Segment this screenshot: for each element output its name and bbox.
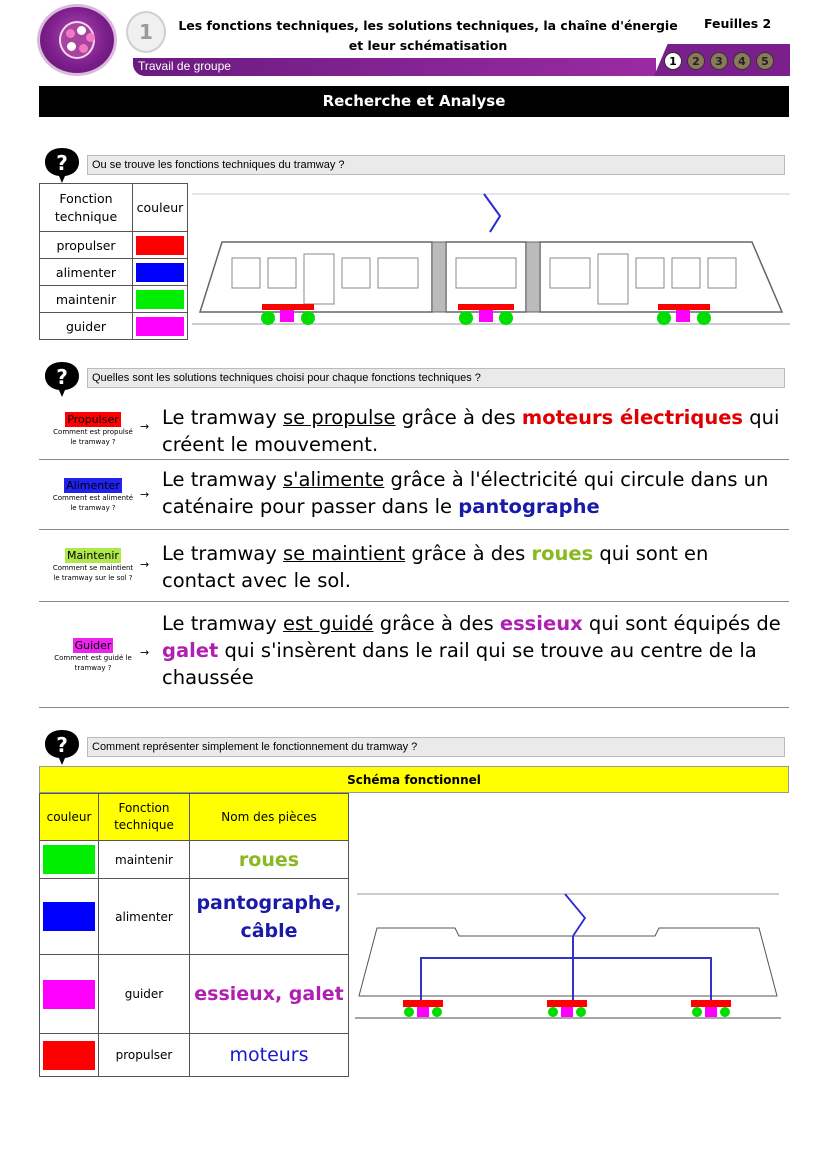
tag-hint: le tramway ? [70, 504, 116, 512]
table-row [40, 841, 349, 879]
function-name: propulser [99, 1034, 190, 1077]
question-icon [43, 146, 81, 184]
function-tag: Alimenter [66, 479, 120, 492]
question-icon [43, 360, 81, 398]
function-name: propulser [40, 232, 133, 259]
solution-text: Le tramway se maintient grâce à des roues qui sont en contact avec le sol. [162, 542, 709, 592]
color-swatch [136, 236, 184, 255]
color-swatch [136, 263, 184, 282]
arrow-icon: → [140, 488, 150, 501]
page-dot-2: 2 [687, 52, 705, 70]
function-tag: Maintenir [67, 549, 119, 562]
svg-text:?: ? [56, 733, 68, 757]
tag-hint: tramway ? [74, 664, 112, 672]
color-swatch [43, 845, 95, 874]
arrow-icon: → [140, 646, 150, 659]
page-dot-4: 4 [733, 52, 751, 70]
parts-table [39, 793, 349, 1077]
tag-hint: le tramway sur le sol ? [53, 574, 133, 582]
color-swatch [43, 902, 95, 931]
header-color: couleur [133, 184, 188, 232]
people-icon [59, 21, 95, 59]
group-logo [37, 4, 117, 76]
table-row [40, 232, 188, 259]
solution-guider [39, 602, 789, 708]
sheets-label: Feuilles 2 [704, 16, 772, 31]
arrow-icon: → [140, 420, 150, 433]
tramway-illustration [192, 186, 790, 336]
solution-maintenir [39, 530, 789, 602]
page-title [178, 16, 678, 56]
solution-propulser [39, 400, 789, 460]
function-name: guider [99, 955, 190, 1034]
function-name: alimenter [40, 259, 133, 286]
tag-hint: Comment se maintient [52, 564, 134, 572]
table-row [40, 879, 349, 955]
function-name: alimenter [99, 879, 190, 955]
tag-hint: Comment est guidé le [54, 654, 132, 662]
tag-hint: Comment est alimenté [52, 494, 134, 502]
table-row [40, 286, 188, 313]
part-names: pantographe, câble [190, 879, 349, 955]
function-name: maintenir [40, 286, 133, 313]
title-line-1: Les fonctions techniques, les solutions techniques, la chaîne d'énergie [178, 18, 678, 33]
svg-text:?: ? [56, 151, 68, 175]
page-dot-5: 5 [756, 52, 774, 70]
question-3: Comment représenter simplement le fonctionnement du tramway ? [87, 737, 785, 757]
function-name: guider [40, 313, 133, 340]
table-row [40, 313, 188, 340]
header-function: Fonction technique [99, 794, 190, 841]
function-tag: Guider [74, 639, 112, 652]
question-1: Ou se trouve les fonctions techniques du tramway ? [87, 155, 785, 175]
function-name: maintenir [99, 841, 190, 879]
part-names: essieux, galet [190, 955, 349, 1034]
page-dot-1: 1 [664, 52, 682, 70]
header-function: Fonction technique [40, 184, 133, 232]
tag-hint: le tramway ? [70, 438, 116, 446]
solution-alimenter [39, 460, 789, 530]
tag-hint: Comment est propulsé [53, 428, 133, 436]
section-banner: Recherche et Analyse [39, 86, 789, 117]
part-names: roues [190, 841, 349, 879]
color-swatch [43, 1041, 95, 1070]
solution-text: Le tramway s'alimente grâce à l'électricité qui circule dans un caténaire pour passer dans le pantographe [162, 468, 769, 518]
group-label: Travail de groupe [138, 59, 231, 73]
question-2: Quelles sont les solutions techniques choisi pour chaque fonctions techniques ? [87, 368, 785, 388]
part-names: moteurs [190, 1034, 349, 1077]
svg-text:?: ? [56, 365, 68, 389]
solution-text: Le tramway est guidé grâce à des essieux qui sont équipés de galet qui s'insèrent dans le rail qui se trouve au centre de la chaussée [162, 612, 781, 689]
function-color-table [39, 183, 188, 340]
schema-title: Schéma fonctionnel [39, 766, 789, 793]
color-swatch [43, 980, 95, 1009]
color-swatch [136, 290, 184, 309]
question-icon [43, 728, 81, 766]
title-line-2: et leur schématisation [348, 38, 508, 53]
table-row [40, 259, 188, 286]
table-row [40, 1034, 349, 1077]
page-dot-3: 3 [710, 52, 728, 70]
header-parts: Nom des pièces [190, 794, 349, 841]
header-color: couleur [40, 794, 99, 841]
sequence-number: 1 [126, 11, 166, 53]
functional-schema-diagram [355, 880, 785, 1025]
color-swatch [136, 317, 184, 336]
arrow-icon: → [140, 558, 150, 571]
solution-text: Le tramway se propulse grâce à des moteurs électriques qui créent le mouvement. [162, 406, 780, 456]
table-row [40, 955, 349, 1034]
function-tag: Propulser [67, 413, 119, 426]
